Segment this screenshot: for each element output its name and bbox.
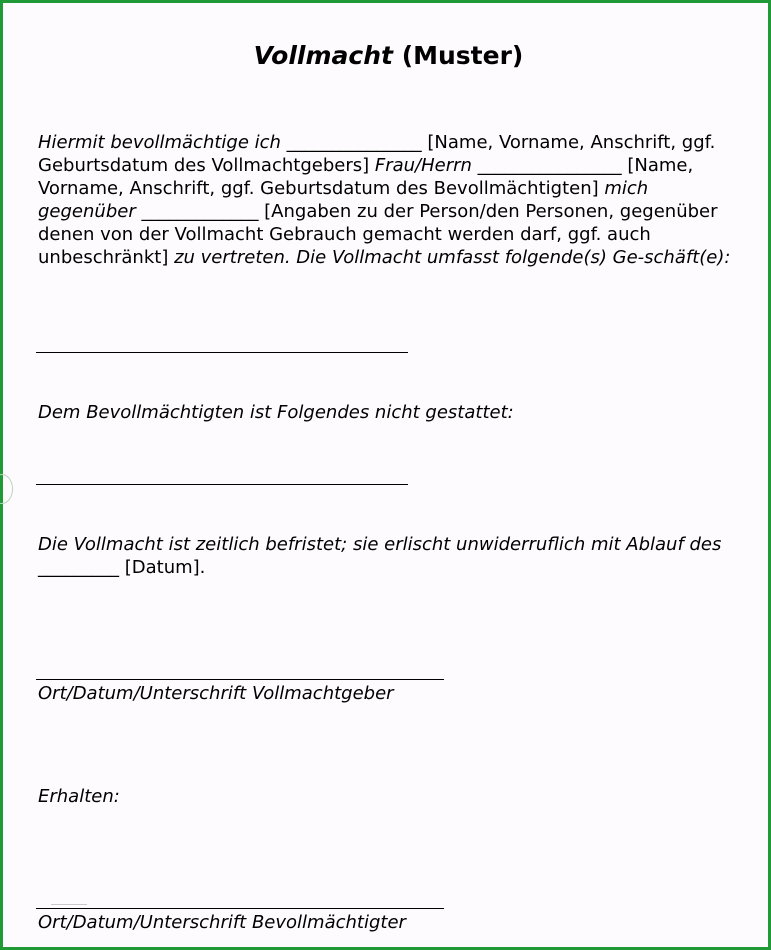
p1-text-3: Frau/Herrn — [374, 155, 472, 176]
not-permitted-paragraph — [38, 401, 750, 424]
p3-text-1: Die Vollmacht ist zeitlich befristet; sie erlischt unwiderruflich mit Ablauf des — [38, 534, 722, 555]
transactions-line — [36, 352, 408, 353]
not-permitted-line — [36, 484, 408, 485]
p1-text-6: _____________ [Angaben zu der Person/den Personen, gegenüber denen von der Vollmacht Gebrauch gemacht werden darf, ggf. auch unbeschränkt] — [38, 201, 718, 268]
received-label: Erhalten: — [38, 786, 120, 807]
agent-signature-line — [36, 908, 444, 909]
document-title — [3, 41, 771, 71]
faint-mark — [51, 904, 87, 905]
title-rest: (Muster) — [392, 41, 524, 70]
p1-text-5: mich gegenüber — [38, 178, 649, 222]
p2-text: Dem Bevollmächtigten ist Folgendes nicht gestattet: — [38, 402, 514, 423]
authorization-paragraph — [38, 131, 750, 269]
title-italic: Vollmacht — [253, 41, 393, 70]
expiry-paragraph — [38, 533, 750, 579]
edge-circle-mark — [0, 474, 13, 504]
giver-signature-line — [36, 679, 444, 680]
p1-text-2: _______________ [Name, Vorname, Anschrift, ggf. Geburtsdatum des Vollmachtgebers] — [38, 132, 716, 176]
agent-signature-caption: Ort/Datum/Unterschrift Bevollmächtigter — [38, 912, 406, 933]
giver-signature-caption: Ort/Datum/Unterschrift Vollmachtgeber — [38, 683, 394, 704]
p3-text-2: _________ [Datum]. — [38, 557, 206, 578]
p1-text-4: ________________ [Name, Vorname, Anschrift, ggf. Geburtsdatum des Bevollmächtigten] — [38, 155, 694, 199]
p1-text-7: zu vertreten. Die Vollmacht umfasst folgende(s) Ge-schäft(e): — [174, 247, 731, 268]
p1-text-1: Hiermit bevollmächtige ich — [38, 132, 281, 153]
